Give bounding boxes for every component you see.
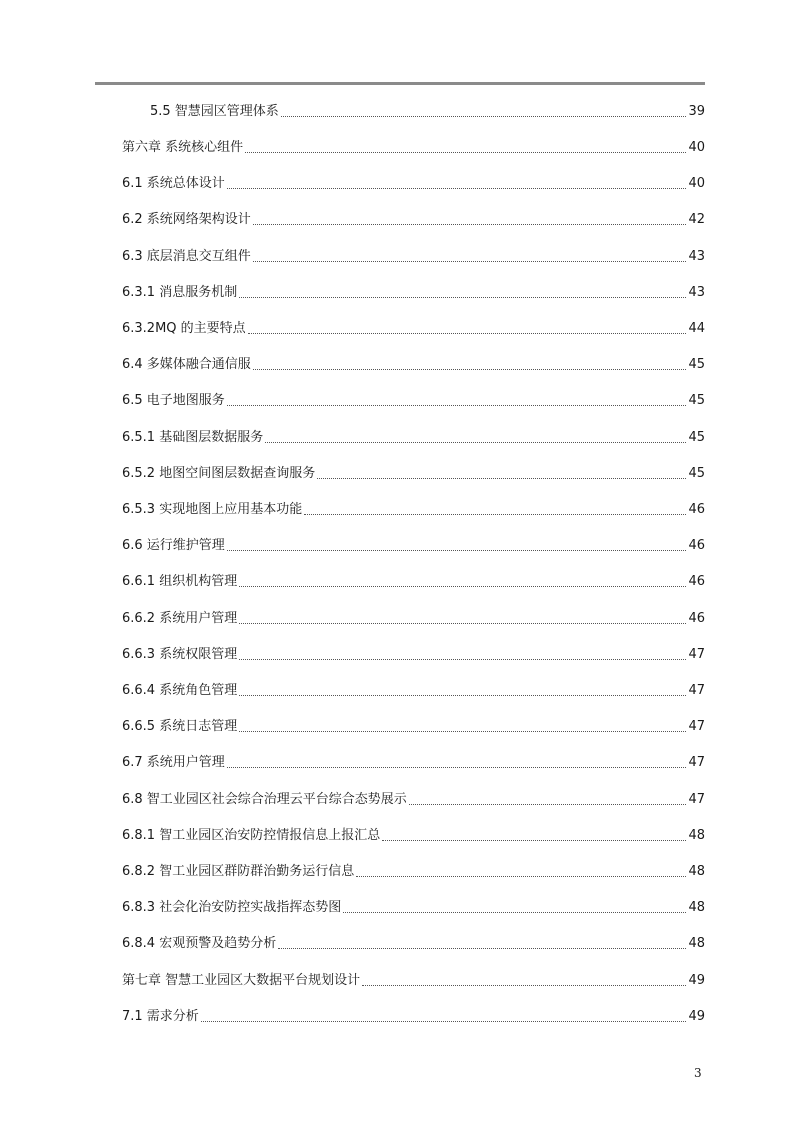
toc-entry-title: 6.6.1 组织机构管理 <box>122 574 238 589</box>
toc-entry-page: 48 <box>688 828 705 843</box>
toc-entry-page: 40 <box>688 176 705 191</box>
toc-entry[interactable] <box>122 643 705 663</box>
toc-dot-leader <box>317 478 686 479</box>
toc-entry-title: 6.8.2 智工业园区群防群治勤务运行信息 <box>122 864 355 879</box>
toc-entry-page: 46 <box>688 574 705 589</box>
toc-entry-title: 6.2 系统网络架构设计 <box>122 212 251 227</box>
toc-entry[interactable] <box>122 353 705 373</box>
toc-dot-leader <box>253 224 687 225</box>
toc-entry[interactable] <box>122 208 705 228</box>
toc-entry-title: 6.8.1 智工业园区治安防控情报信息上报汇总 <box>122 828 381 843</box>
toc-entry-title: 6.3 底层消息交互组件 <box>122 249 251 264</box>
toc-dot-leader <box>239 659 686 660</box>
toc-entry-page: 47 <box>688 683 705 698</box>
toc-entry[interactable] <box>122 462 705 482</box>
toc-entry-page: 47 <box>688 719 705 734</box>
toc-dot-leader <box>227 550 687 551</box>
toc-entry[interactable] <box>122 969 705 989</box>
toc-entry-title: 6.5.2 地图空间图层数据查询服务 <box>122 466 316 481</box>
toc-entry-page: 42 <box>688 212 705 227</box>
toc-entry-title: 6.8.3 社会化治安防控实战指挥态势图 <box>122 900 342 915</box>
toc-entry-page: 47 <box>688 647 705 662</box>
toc-dot-leader <box>201 1021 687 1022</box>
toc-entry-title: 6.8 智工业园区社会综合治理云平台综合态势展示 <box>122 792 407 807</box>
toc-dot-leader <box>227 767 687 768</box>
toc-entry-title: 6.5 电子地图服务 <box>122 393 225 408</box>
toc-dot-leader <box>239 623 686 624</box>
toc-entry-page: 45 <box>688 393 705 408</box>
toc-entry[interactable] <box>122 426 705 446</box>
toc-entry-page: 45 <box>688 357 705 372</box>
toc-entry-page: 46 <box>688 538 705 553</box>
toc-entry[interactable] <box>122 498 705 518</box>
toc-entry[interactable] <box>122 570 705 590</box>
toc-dot-leader <box>239 731 686 732</box>
toc-dot-leader <box>239 297 686 298</box>
toc-dot-leader <box>253 261 687 262</box>
toc-entry-title: 6.6 运行维护管理 <box>122 538 225 553</box>
toc-dot-leader <box>409 804 687 805</box>
toc-entry-title: 6.5.1 基础图层数据服务 <box>122 430 264 445</box>
toc-dot-leader <box>362 985 686 986</box>
toc-entry-page: 45 <box>688 466 705 481</box>
toc-entry-title: 6.3.2MQ 的主要特点 <box>122 321 246 336</box>
toc-entry-title: 6.6.2 系统用户管理 <box>122 611 238 626</box>
toc-dot-leader <box>245 152 686 153</box>
toc-entry[interactable] <box>122 1005 705 1025</box>
toc-entry[interactable] <box>122 896 705 916</box>
toc-entry[interactable] <box>122 607 705 627</box>
toc-entry-page: 48 <box>688 864 705 879</box>
toc-entry-title: 6.6.4 系统角色管理 <box>122 683 238 698</box>
toc-entry[interactable] <box>122 679 705 699</box>
toc-dot-leader <box>239 695 686 696</box>
toc-entry[interactable] <box>150 100 705 120</box>
toc-entry-page: 43 <box>688 285 705 300</box>
toc-entry-title: 第七章 智慧工业园区大数据平台规划设计 <box>122 973 361 988</box>
toc-dot-leader <box>253 369 687 370</box>
toc-entry-title: 6.5.3 实现地图上应用基本功能 <box>122 502 303 517</box>
toc-entry-page: 48 <box>688 900 705 915</box>
toc-entry-page: 45 <box>688 430 705 445</box>
toc-entry-page: 46 <box>688 611 705 626</box>
toc-dot-leader <box>248 333 687 334</box>
toc-entry-title: 6.6.5 系统日志管理 <box>122 719 238 734</box>
toc-entry[interactable] <box>122 715 705 735</box>
toc-dot-leader <box>304 514 686 515</box>
toc-entry-page: 44 <box>688 321 705 336</box>
toc-entry-title: 第六章 系统核心组件 <box>122 140 244 155</box>
toc-entry-page: 40 <box>688 140 705 155</box>
toc-entry[interactable] <box>122 281 705 301</box>
toc-entry-page: 43 <box>688 249 705 264</box>
toc-dot-leader <box>227 405 687 406</box>
toc-entry[interactable] <box>122 245 705 265</box>
toc-entry[interactable] <box>122 389 705 409</box>
header-rule <box>95 82 705 85</box>
page-number: 3 <box>694 1066 702 1080</box>
toc-dot-leader <box>278 948 686 949</box>
toc-entry-page: 46 <box>688 502 705 517</box>
toc-entry-page: 48 <box>688 936 705 951</box>
toc-dot-leader <box>227 188 687 189</box>
toc-entry[interactable] <box>122 860 705 880</box>
toc-dot-leader <box>382 840 686 841</box>
toc-dot-leader <box>265 442 686 443</box>
toc-entry[interactable] <box>122 751 705 771</box>
toc-entry[interactable] <box>122 788 705 808</box>
toc-dot-leader <box>281 116 687 117</box>
toc-entry-page: 49 <box>688 1009 705 1024</box>
toc-entry-page: 47 <box>688 755 705 770</box>
toc-entry-title: 6.4 多媒体融合通信服 <box>122 357 251 372</box>
toc-entry-title: 6.3.1 消息服务机制 <box>122 285 238 300</box>
toc-dot-leader <box>239 586 686 587</box>
toc-entry[interactable] <box>122 317 705 337</box>
toc-entry-page: 49 <box>688 973 705 988</box>
toc-entry[interactable] <box>122 136 705 156</box>
toc-entry[interactable] <box>122 932 705 952</box>
toc-entry-title: 7.1 需求分析 <box>122 1009 199 1024</box>
toc-entry[interactable] <box>122 172 705 192</box>
toc-entry[interactable] <box>122 534 705 554</box>
toc-entry-page: 39 <box>688 104 705 119</box>
toc-entry[interactable] <box>122 824 705 844</box>
toc-entry-page: 47 <box>688 792 705 807</box>
toc-entry-title: 6.1 系统总体设计 <box>122 176 225 191</box>
toc-entry-title: 6.6.3 系统权限管理 <box>122 647 238 662</box>
toc-entry-title: 5.5 智慧园区管理体系 <box>150 104 279 119</box>
toc-dot-leader <box>356 876 686 877</box>
toc-entry-title: 6.7 系统用户管理 <box>122 755 225 770</box>
toc-entry-title: 6.8.4 宏观预警及趋势分析 <box>122 936 277 951</box>
toc-dot-leader <box>343 912 686 913</box>
